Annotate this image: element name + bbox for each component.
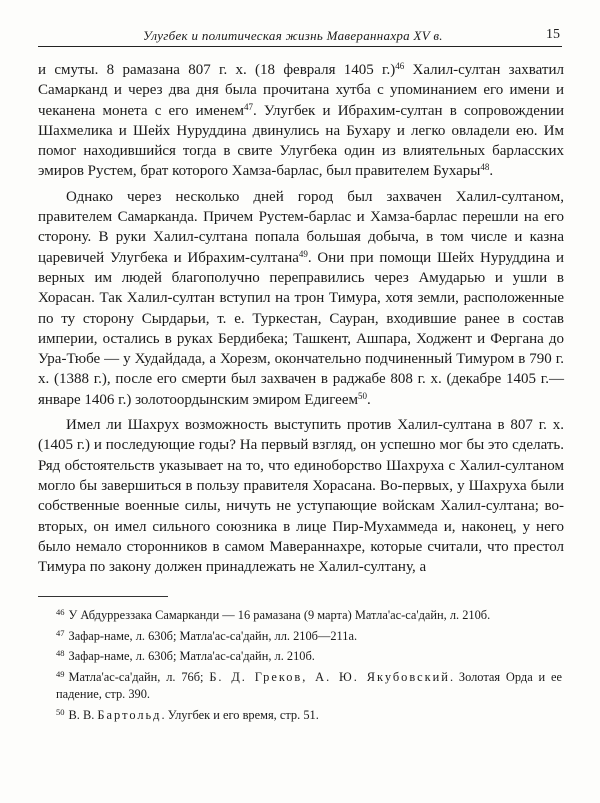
footnote-text: Зафар-наме, л. 630б; Матла'ас-са'дайн, лл. 210б—211а. xyxy=(68,628,358,643)
paragraph xyxy=(38,187,564,410)
footnote-ref: 48 xyxy=(480,162,490,173)
author-name: Б. Д. Греков, А. Ю. Якубовский xyxy=(209,669,450,684)
text-segment: Имел ли Шахрух возможность выступить против Халил-султана в 807 г. х. (1405 г.) и последующие годы? На первый взгляд, он успешно мог бы это сделать. Ряд обстоятельств указывает на то, что единоборство Шахруха с Халил-султаном могло бы завершиться в пользу правителя Хорасана. Во-первых, у Шахруха были собственные военные силы, ничуть не уступающие войскам Халил-султана; во-вторых, он имел сильного союзника в лице Пир-Мухаммеда и, наконец, у него было немало сторонников в самом Мавераннахре, которые считали, что престол Тимура по закону должен принадлежать не Халил-султану, а xyxy=(38,417,564,576)
footnote-text: Матла'ас-са'дайн, л. 76б; xyxy=(68,669,210,684)
footnote-ref: 47 xyxy=(243,101,253,112)
footnote-ref: 46 xyxy=(395,61,405,71)
footnote xyxy=(38,625,562,646)
footnote xyxy=(38,666,562,704)
page-header xyxy=(38,26,562,47)
footnote xyxy=(38,645,562,666)
footnote-ref: 50 xyxy=(358,390,367,401)
footnote-number: 47 xyxy=(56,627,65,638)
footnote-ref: 49 xyxy=(298,248,308,259)
text-segment: . xyxy=(367,391,371,408)
running-title: Улугбек и политическая жизнь Мавераннахра XV в. xyxy=(143,28,443,43)
footnote-divider xyxy=(38,596,168,597)
footnote-number: 49 xyxy=(56,668,65,679)
text-segment: . Они при помощи Шейх Нуруддина и верных им людей благополучно переправились через Амударью и ушли в Хорасан. Так Халил-султан вступил на трон Тимура, хотя земли, расположенные по ту сторону Сырдарьи, т. е. Туркестан, Сауран, входившие ранее в состав империи, остались в руках Бердибека; Ташкент, Ашпара, Ходжент и Фергана до Ура-Тюбе — у Худайдада, а Хорезм, окончательно подчиненный Тимуром в 790 г. х. (1388 г.), после его смерти был захвачен в раджабе 808 г. х. (декабре 1405 г.—январе 1406 г.) золотоордынским эмиром Едигеем xyxy=(38,249,564,408)
footnote-number: 50 xyxy=(56,706,65,717)
page-number: 15 xyxy=(546,27,560,42)
main-text xyxy=(38,60,564,582)
footnote-text: В. В. xyxy=(68,707,98,722)
text-segment: и смуты. 8 рамазана 807 г. х. (18 февраля 1405 г.) xyxy=(38,62,396,78)
text-segment: Однако через несколько дней город был захвачен Халил-султаном, правителем Самарканда. Причем Рустем-барлас и Хамза-барлас перешли на его сторону. В руки Халил-султана попала большая добыча, в том числе и казна царевичей Улугбека и Ибрахим-султана xyxy=(38,188,564,266)
footnote-number: 48 xyxy=(56,648,65,658)
text-segment: . xyxy=(489,163,494,180)
footnote-number: 46 xyxy=(56,607,65,617)
footnotes xyxy=(38,604,562,724)
footnote xyxy=(38,604,562,625)
footnote-text: У Абдурреззака Самарканди — 16 рамазана (9 марта) Матла'ас-са'дайн, л. 210б. xyxy=(68,608,491,622)
text-segment: Халил-султан захватил Самарканд и через два дня была прочитана хутба с упоминанием его имени и чеканена монета с его именем xyxy=(38,62,564,119)
footnote-text: . Улугбек и его время, стр. 51. xyxy=(161,707,319,722)
footnote xyxy=(38,704,562,725)
text-segment: . Улугбек и Ибрахим-султан в сопровождении Шахмелика и Шейх Нуруддина двинулись на Бухару и легко овладели ею. Им помог находившийся тогда в свите Улугбека один из влиятельных барласских эмиров Рустем, брат которого Хамза-барлас, был правителем Бухары xyxy=(38,102,564,180)
footnote-text: Зафар-наме, л. 630б; Матла'ас-са'дайн, л. 210б. xyxy=(68,649,315,663)
author-name: Бартольд xyxy=(97,707,162,722)
paragraph xyxy=(38,415,564,577)
footnote-text: . Золотая Орда и ее падение, стр. 390. xyxy=(56,669,562,701)
paragraph xyxy=(38,60,564,182)
